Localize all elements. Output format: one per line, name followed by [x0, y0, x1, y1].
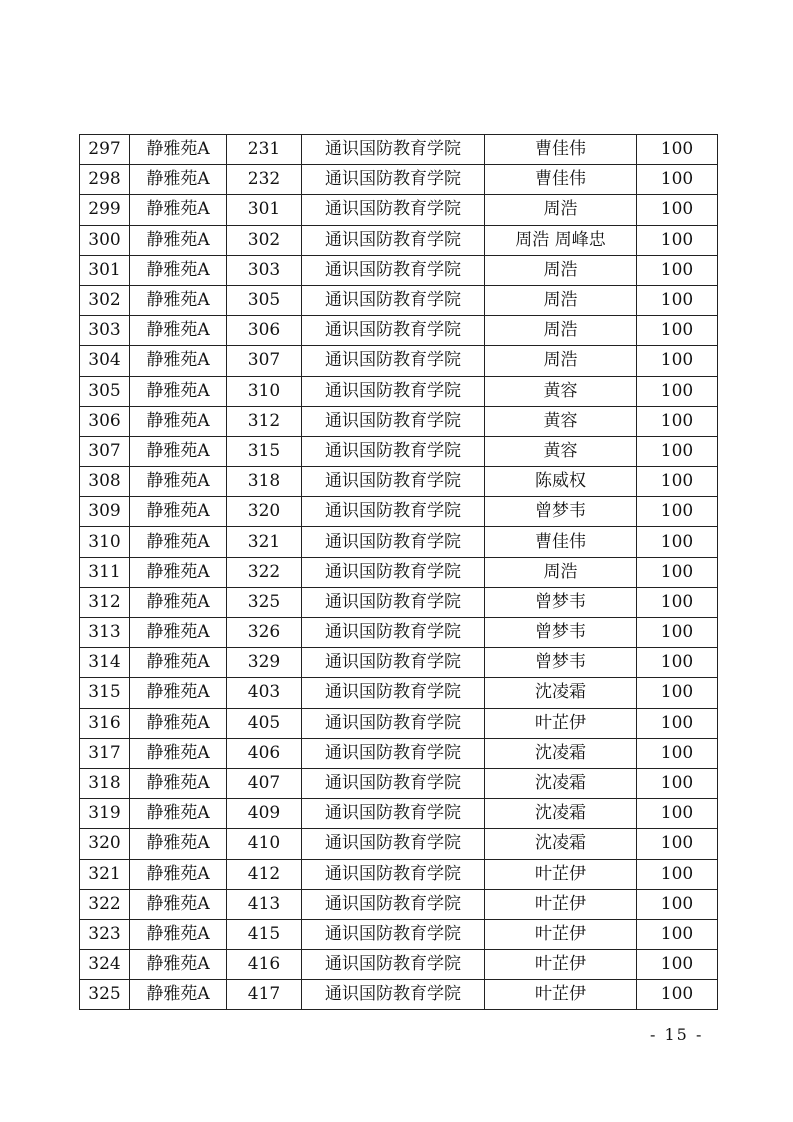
college-cell: 通识国防教育学院 — [302, 195, 485, 225]
responsible-person-cell: 周浩 — [485, 316, 637, 346]
score-cell: 100 — [637, 889, 718, 919]
responsible-person-cell: 曹佳伟 — [485, 165, 637, 195]
row-number-cell: 308 — [80, 467, 130, 497]
score-cell: 100 — [637, 618, 718, 648]
college-cell: 通识国防教育学院 — [302, 346, 485, 376]
table-row — [80, 859, 718, 889]
row-number-cell: 323 — [80, 919, 130, 949]
building-cell: 静雅苑A — [130, 406, 227, 436]
building-cell: 静雅苑A — [130, 376, 227, 406]
college-cell: 通识国防教育学院 — [302, 165, 485, 195]
responsible-person-cell: 叶芷伊 — [485, 919, 637, 949]
table-row — [80, 950, 718, 980]
room-cell: 406 — [227, 738, 302, 768]
building-cell: 静雅苑A — [130, 135, 227, 165]
building-cell: 静雅苑A — [130, 859, 227, 889]
table-row — [80, 527, 718, 557]
college-cell: 通识国防教育学院 — [302, 527, 485, 557]
score-cell: 100 — [637, 406, 718, 436]
responsible-person-cell: 黄容 — [485, 376, 637, 406]
room-cell: 412 — [227, 859, 302, 889]
responsible-person-cell: 曹佳伟 — [485, 135, 637, 165]
row-number-cell: 318 — [80, 768, 130, 798]
responsible-person-cell: 曾梦韦 — [485, 587, 637, 617]
room-cell: 329 — [227, 648, 302, 678]
college-cell: 通识国防教育学院 — [302, 557, 485, 587]
responsible-person-cell: 叶芷伊 — [485, 708, 637, 738]
table-row — [80, 467, 718, 497]
score-cell: 100 — [637, 768, 718, 798]
score-cell: 100 — [637, 316, 718, 346]
row-number-cell: 298 — [80, 165, 130, 195]
building-cell: 静雅苑A — [130, 165, 227, 195]
building-cell: 静雅苑A — [130, 285, 227, 315]
table-row — [80, 678, 718, 708]
row-number-cell: 314 — [80, 648, 130, 678]
responsible-person-cell: 曹佳伟 — [485, 527, 637, 557]
table-row — [80, 889, 718, 919]
row-number-cell: 305 — [80, 376, 130, 406]
score-cell: 100 — [637, 950, 718, 980]
table-row — [80, 316, 718, 346]
college-cell: 通识国防教育学院 — [302, 225, 485, 255]
building-cell: 静雅苑A — [130, 889, 227, 919]
responsible-person-cell: 沈凌霜 — [485, 799, 637, 829]
college-cell: 通识国防教育学院 — [302, 497, 485, 527]
row-number-cell: 325 — [80, 980, 130, 1010]
row-number-cell: 319 — [80, 799, 130, 829]
row-number-cell: 324 — [80, 950, 130, 980]
table-row — [80, 799, 718, 829]
room-cell: 302 — [227, 225, 302, 255]
table-row — [80, 919, 718, 949]
room-cell: 413 — [227, 889, 302, 919]
room-cell: 232 — [227, 165, 302, 195]
row-number-cell: 299 — [80, 195, 130, 225]
responsible-person-cell: 陈威权 — [485, 467, 637, 497]
building-cell: 静雅苑A — [130, 678, 227, 708]
building-cell: 静雅苑A — [130, 527, 227, 557]
score-cell: 100 — [637, 376, 718, 406]
table-row — [80, 436, 718, 466]
room-cell: 322 — [227, 557, 302, 587]
table-row — [80, 135, 718, 165]
room-cell: 405 — [227, 708, 302, 738]
responsible-person-cell: 黄容 — [485, 436, 637, 466]
building-cell: 静雅苑A — [130, 436, 227, 466]
responsible-person-cell: 曾梦韦 — [485, 648, 637, 678]
score-cell: 100 — [637, 527, 718, 557]
responsible-person-cell: 叶芷伊 — [485, 980, 637, 1010]
building-cell: 静雅苑A — [130, 316, 227, 346]
building-cell: 静雅苑A — [130, 738, 227, 768]
college-cell: 通识国防教育学院 — [302, 919, 485, 949]
row-number-cell: 303 — [80, 316, 130, 346]
room-cell: 318 — [227, 467, 302, 497]
building-cell: 静雅苑A — [130, 919, 227, 949]
table-row — [80, 980, 718, 1010]
responsible-person-cell: 周浩 — [485, 557, 637, 587]
college-cell: 通识国防教育学院 — [302, 768, 485, 798]
table-row — [80, 829, 718, 859]
score-cell: 100 — [637, 738, 718, 768]
college-cell: 通识国防教育学院 — [302, 436, 485, 466]
row-number-cell: 301 — [80, 255, 130, 285]
room-cell: 417 — [227, 980, 302, 1010]
responsible-person-cell: 曾梦韦 — [485, 618, 637, 648]
building-cell: 静雅苑A — [130, 950, 227, 980]
table-row — [80, 165, 718, 195]
room-cell: 305 — [227, 285, 302, 315]
building-cell: 静雅苑A — [130, 255, 227, 285]
college-cell: 通识国防教育学院 — [302, 255, 485, 285]
score-cell: 100 — [637, 587, 718, 617]
building-cell: 静雅苑A — [130, 497, 227, 527]
responsible-person-cell: 周浩 — [485, 195, 637, 225]
row-number-cell: 302 — [80, 285, 130, 315]
room-cell: 326 — [227, 618, 302, 648]
responsible-person-cell: 叶芷伊 — [485, 859, 637, 889]
score-cell: 100 — [637, 557, 718, 587]
room-cell: 310 — [227, 376, 302, 406]
row-number-cell: 304 — [80, 346, 130, 376]
table-body — [80, 135, 718, 1010]
room-cell: 415 — [227, 919, 302, 949]
responsible-person-cell: 叶芷伊 — [485, 889, 637, 919]
responsible-person-cell: 叶芷伊 — [485, 950, 637, 980]
college-cell: 通识国防教育学院 — [302, 587, 485, 617]
score-cell: 100 — [637, 285, 718, 315]
college-cell: 通识国防教育学院 — [302, 285, 485, 315]
college-cell: 通识国防教育学院 — [302, 980, 485, 1010]
building-cell: 静雅苑A — [130, 195, 227, 225]
score-cell: 100 — [637, 829, 718, 859]
row-number-cell: 317 — [80, 738, 130, 768]
college-cell: 通识国防教育学院 — [302, 799, 485, 829]
score-cell: 100 — [637, 859, 718, 889]
building-cell: 静雅苑A — [130, 467, 227, 497]
room-cell: 403 — [227, 678, 302, 708]
room-cell: 315 — [227, 436, 302, 466]
table-row — [80, 406, 718, 436]
score-cell: 100 — [637, 467, 718, 497]
table-row — [80, 195, 718, 225]
responsible-person-cell: 周浩 周峰忠 — [485, 225, 637, 255]
room-cell: 410 — [227, 829, 302, 859]
building-cell: 静雅苑A — [130, 587, 227, 617]
table-row — [80, 376, 718, 406]
room-cell: 409 — [227, 799, 302, 829]
college-cell: 通识国防教育学院 — [302, 406, 485, 436]
row-number-cell: 310 — [80, 527, 130, 557]
table-row — [80, 225, 718, 255]
responsible-person-cell: 周浩 — [485, 346, 637, 376]
score-cell: 100 — [637, 135, 718, 165]
score-cell: 100 — [637, 436, 718, 466]
table-row — [80, 497, 718, 527]
row-number-cell: 300 — [80, 225, 130, 255]
room-cell: 407 — [227, 768, 302, 798]
row-number-cell: 309 — [80, 497, 130, 527]
row-number-cell: 313 — [80, 618, 130, 648]
row-number-cell: 316 — [80, 708, 130, 738]
score-cell: 100 — [637, 165, 718, 195]
building-cell: 静雅苑A — [130, 980, 227, 1010]
row-number-cell: 307 — [80, 436, 130, 466]
responsible-person-cell: 沈凌霜 — [485, 678, 637, 708]
responsible-person-cell: 黄容 — [485, 406, 637, 436]
score-cell: 100 — [637, 919, 718, 949]
table-row — [80, 768, 718, 798]
row-number-cell: 322 — [80, 889, 130, 919]
college-cell: 通识国防教育学院 — [302, 859, 485, 889]
room-cell: 307 — [227, 346, 302, 376]
row-number-cell: 315 — [80, 678, 130, 708]
page-number: - 15 - — [650, 1025, 704, 1044]
room-cell: 320 — [227, 497, 302, 527]
row-number-cell: 320 — [80, 829, 130, 859]
building-cell: 静雅苑A — [130, 557, 227, 587]
score-cell: 100 — [637, 708, 718, 738]
score-cell: 100 — [637, 980, 718, 1010]
score-cell: 100 — [637, 648, 718, 678]
row-number-cell: 297 — [80, 135, 130, 165]
row-number-cell: 321 — [80, 859, 130, 889]
responsible-person-cell: 周浩 — [485, 255, 637, 285]
table-row — [80, 255, 718, 285]
college-cell: 通识国防教育学院 — [302, 678, 485, 708]
score-cell: 100 — [637, 799, 718, 829]
room-cell: 231 — [227, 135, 302, 165]
score-cell: 100 — [637, 255, 718, 285]
responsible-person-cell: 曾梦韦 — [485, 497, 637, 527]
building-cell: 静雅苑A — [130, 768, 227, 798]
building-cell: 静雅苑A — [130, 648, 227, 678]
college-cell: 通识国防教育学院 — [302, 829, 485, 859]
room-cell: 301 — [227, 195, 302, 225]
college-cell: 通识国防教育学院 — [302, 316, 485, 346]
score-cell: 100 — [637, 678, 718, 708]
college-cell: 通识国防教育学院 — [302, 376, 485, 406]
row-number-cell: 312 — [80, 587, 130, 617]
responsible-person-cell: 周浩 — [485, 285, 637, 315]
building-cell: 静雅苑A — [130, 346, 227, 376]
table-row — [80, 587, 718, 617]
building-cell: 静雅苑A — [130, 829, 227, 859]
score-cell: 100 — [637, 195, 718, 225]
college-cell: 通识国防教育学院 — [302, 618, 485, 648]
college-cell: 通识国防教育学院 — [302, 950, 485, 980]
college-cell: 通识国防教育学院 — [302, 467, 485, 497]
room-cell: 306 — [227, 316, 302, 346]
room-cell: 321 — [227, 527, 302, 557]
score-cell: 100 — [637, 346, 718, 376]
table-row — [80, 346, 718, 376]
building-cell: 静雅苑A — [130, 799, 227, 829]
building-cell: 静雅苑A — [130, 225, 227, 255]
college-cell: 通识国防教育学院 — [302, 135, 485, 165]
college-cell: 通识国防教育学院 — [302, 889, 485, 919]
responsible-person-cell: 沈凌霜 — [485, 738, 637, 768]
table-row — [80, 708, 718, 738]
building-cell: 静雅苑A — [130, 618, 227, 648]
responsible-person-cell: 沈凌霜 — [485, 768, 637, 798]
college-cell: 通识国防教育学院 — [302, 738, 485, 768]
table-row — [80, 285, 718, 315]
responsible-person-cell: 沈凌霜 — [485, 829, 637, 859]
row-number-cell: 311 — [80, 557, 130, 587]
college-cell: 通识国防教育学院 — [302, 708, 485, 738]
score-cell: 100 — [637, 497, 718, 527]
room-cell: 325 — [227, 587, 302, 617]
table-row — [80, 648, 718, 678]
table-row — [80, 738, 718, 768]
dormitory-score-table — [79, 134, 718, 1010]
room-cell: 416 — [227, 950, 302, 980]
table-row — [80, 557, 718, 587]
table-row — [80, 618, 718, 648]
building-cell: 静雅苑A — [130, 708, 227, 738]
row-number-cell: 306 — [80, 406, 130, 436]
score-cell: 100 — [637, 225, 718, 255]
college-cell: 通识国防教育学院 — [302, 648, 485, 678]
room-cell: 303 — [227, 255, 302, 285]
room-cell: 312 — [227, 406, 302, 436]
